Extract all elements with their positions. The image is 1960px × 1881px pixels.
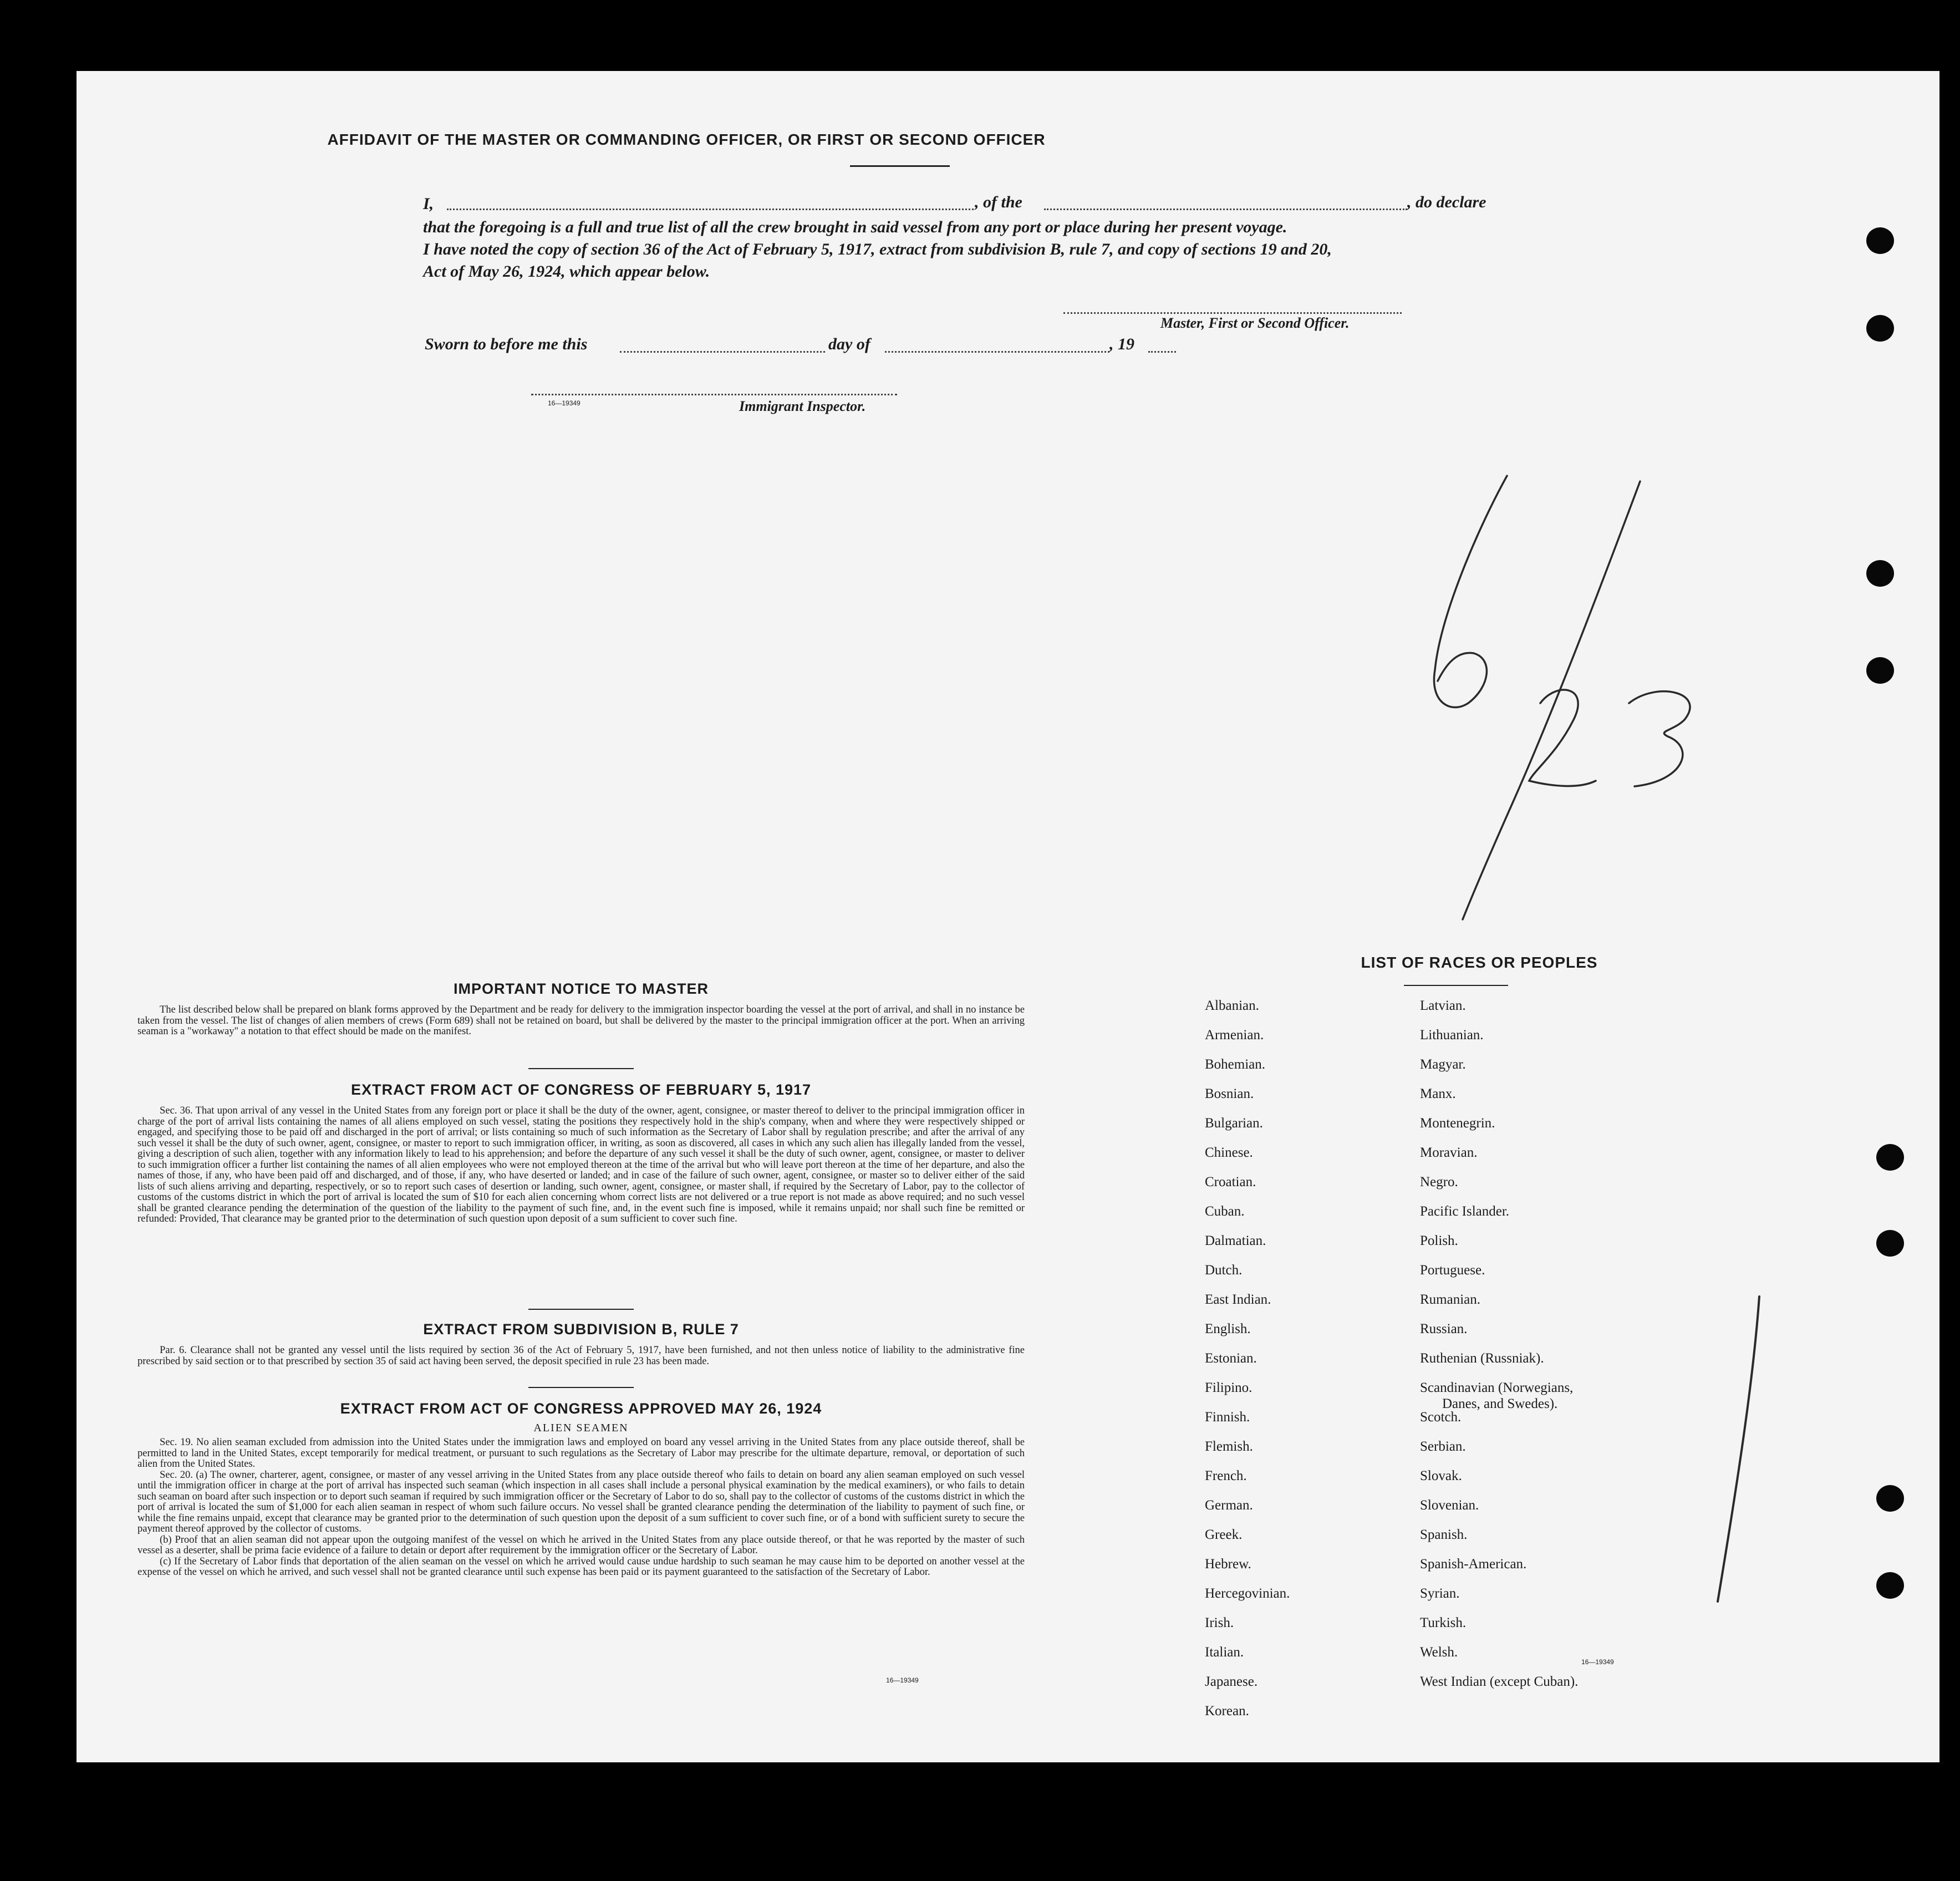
races-underline xyxy=(1404,985,1508,986)
inspector-caption: Immigrant Inspector. xyxy=(739,398,866,414)
race-entry: Turkish. xyxy=(1420,1615,1467,1630)
race-entry: Serbian. xyxy=(1420,1439,1466,1454)
race-entry: Armenian. xyxy=(1205,1028,1264,1043)
race-entry: Montenegrin. xyxy=(1420,1116,1495,1131)
race-entry: Slovak. xyxy=(1420,1468,1462,1483)
race-entry: Italian. xyxy=(1205,1645,1244,1660)
race-entry: Latvian. xyxy=(1420,998,1466,1013)
punch-hole xyxy=(1876,1230,1904,1257)
punch-hole xyxy=(1876,1485,1904,1512)
race-entry: Slovenian. xyxy=(1420,1498,1479,1513)
race-entry: Korean. xyxy=(1205,1704,1249,1719)
race-entry: West Indian (except Cuban). xyxy=(1420,1674,1579,1689)
declaration-i: I, xyxy=(423,195,434,213)
race-entry: Bosnian. xyxy=(1205,1086,1254,1101)
race-entry: Flemish. xyxy=(1205,1439,1253,1454)
declaration-do-declare: , do declare xyxy=(1407,193,1486,211)
race-entry: Scandinavian (Norwegians, xyxy=(1420,1380,1574,1395)
punch-hole xyxy=(1876,1572,1904,1599)
form-number-top: 16—19349 xyxy=(548,399,581,407)
race-entry: Pacific Islander. xyxy=(1420,1204,1510,1219)
vessel-blank[interactable] xyxy=(1044,209,1407,210)
form-number-races: 16—19349 xyxy=(1581,1658,1614,1666)
race-entry: Japanese. xyxy=(1205,1674,1258,1689)
rule7-divider xyxy=(528,1387,634,1388)
declaration-of-the: , of the xyxy=(975,193,1022,211)
race-entry: Albanian. xyxy=(1205,998,1259,1013)
race-entry: German. xyxy=(1205,1498,1253,1513)
race-entry: Filipino. xyxy=(1205,1380,1253,1395)
handwritten-slash xyxy=(1463,481,1640,919)
rule7-title: EXTRACT FROM SUBDIVISION B, RULE 7 xyxy=(423,1321,739,1338)
race-entry: Welsh. xyxy=(1420,1645,1458,1660)
race-entry: Scotch. xyxy=(1420,1410,1462,1425)
alien-seamen-subtitle: ALIEN SEAMEN xyxy=(533,1422,629,1434)
punch-hole xyxy=(1866,657,1894,684)
title-underline xyxy=(850,165,950,167)
declaration-line-2: that the foregoing is a full and true list of all the crew brought in said vessel from any port or place during her present voyage. xyxy=(423,218,1287,236)
declaration-line-3: I have noted the copy of section 36 of the Act of February 5, 1917, extract from subdivision B, rule 7, and copy of sections 19 and 20, xyxy=(423,240,1332,258)
form-number-notice: 16—19349 xyxy=(886,1676,919,1684)
race-entry: Hercegovinian. xyxy=(1205,1586,1290,1601)
race-entry: Croatian. xyxy=(1205,1175,1256,1189)
race-entry: Syrian. xyxy=(1420,1586,1460,1601)
extract-1924-paragraphs: Sec. 19. No alien seaman excluded from admission into the United States under the immigration laws and employed on board any vessel arriving in the United States from any place outside thereof, shall be permitted to land in the United States, except temporarily for medical treatment, or pursuant to such regulations as the Secretary of Labor may prescribe for the ultimate departure, removal, or deportation of such alien from the United States. Sec. 20. (a) The owner, charterer, agent, consignee, or master of any vessel arriving in the United States from any place outside thereof who fails to detain on board any alien seaman employed on such vessel until the immigration officer in charge at the port of arrival has inspected such seaman (which inspection in all cases shall include a personal physical examination by the medical examiners), or who fails to detain such seaman on board after such inspection or to deport such seaman if required by such immigration officer or the Secretary of Labor to do so, shall pay to the collector of customs of the customs district in which the port of arrival is located the sum of $1,000 for each alien seaman in respect of whom such failure occurs. No vessel shall be granted clearance pending the determination of the liability to payment of such fine, or while the fine remains unpaid, except that clearance may be granted prior to the determination of such question upon the deposit of a sum sufficient to cover such fine, or of a bond with sufficient surety to secure the payment thereof approved by the collector of customs. (b) Proof that an alien seaman did not appear upon the outgoing manifest of the vessel on which he arrived in the United States from any place outside thereof, or that he was reported by the master of such vessel as a deserter, shall be prima facie evidence of a failure to detain or deport after requirement by the immigration officer or the Secretary of Labor. (c) If the Secretary of Labor finds that deportation of the alien seaman on the vessel on which he arrived would cause undue hardship to such seaman he may cause him to be deported on another vessel at the expense of the vessel on which he arrived, and such vessel shall not be granted clearance until such expense has been paid or its payment guaranteed to the satisfaction of the Secretary of Labor. xyxy=(138,1437,1025,1578)
extract-1917-paragraph: Sec. 36. That upon arrival of any vessel in the United States from any foreign port or place it shall be the duty of the owner, agent, consignee, or master thereof to deliver to the principal immigration officer in charge of the port of arrival lists containing the names of all aliens employed on such vessel, stating the positions they respectively hold in the ship's company, when and where they were respectively shipped or engaged, and specifying those to be paid off and discharged in the port of arrival; or lists containing so much of such information as the Secretary of Labor shall by regulation prescribe; and after the arrival of any such vessel it shall be the duty of such owner, agent, consignee, or master to report to such immigration officer, in writing, as soon as discovered, all cases in which any such alien has illegally landed from the vessel, giving a description of such alien, together with any information likely to lead to his apprehension; and before the departure of any such vessel it shall be the duty of such owner, agent, consignee, or master to deliver to such immigration officer a further list containing the names of all alien employees who were not employed thereon at the time of the arrival but who will leave port thereon at the time of her departure, and also the names of those, if any, who have been paid off and discharged, and of those, if any, who have deserted or landed; and in case of the failure of such owner, agent, consignee, or master so to deliver either of the said lists of such aliens arriving and departing, respectively, or so to report such cases of desertion or landing, such owner, agent, consignee, or master shall, if required by the Secretary of Labor, pay to the collector of customs of the customs district in which the port of arrival is located the sum of $10 for each alien concerning whom correct lists are not delivered or a true report is not made as above required; and no such vessel shall be granted clearance pending the determination of the question of the liability to the payment of such fine, and, in the event such fine is imposed, while it remains unpaid; nor shall such fine be remitted or refunded: Provided, That clearance may be granted prior to the determination of such question upon deposit of a sum sufficient to cover such fine. xyxy=(138,1105,1025,1224)
race-entry: Finnish. xyxy=(1205,1410,1250,1425)
officer-signature-line[interactable] xyxy=(1063,312,1402,314)
sworn-year: , 19 xyxy=(1109,335,1134,353)
handwritten-six xyxy=(1434,476,1507,708)
inspector-signature-line[interactable] xyxy=(531,394,897,395)
handwritten-annotation xyxy=(1396,470,1784,969)
race-entry: English. xyxy=(1205,1321,1251,1336)
race-entry: Spanish-American. xyxy=(1420,1557,1527,1572)
race-entry: Dalmatian. xyxy=(1205,1233,1266,1248)
declaration-line-1 xyxy=(423,193,1493,215)
race-entry: Polish. xyxy=(1420,1233,1458,1248)
notice-title: IMPORTANT NOTICE TO MASTER xyxy=(454,980,709,997)
extract-1917-title: EXTRACT FROM ACT OF CONGRESS OF FEBRUARY 5, 1917 xyxy=(350,1081,812,1098)
race-entry: Rumanian. xyxy=(1420,1292,1481,1307)
handwritten-three xyxy=(1629,692,1690,786)
race-entry: Ruthenian (Russniak). xyxy=(1420,1351,1544,1366)
sworn-month-blank[interactable] xyxy=(885,351,1109,353)
race-entry: Cuban. xyxy=(1205,1204,1245,1219)
race-entry: Bulgarian. xyxy=(1205,1116,1263,1131)
races-title: LIST OF RACES OR PEOPLES xyxy=(1361,954,1598,971)
document-page xyxy=(77,71,1939,1762)
officer-caption: Master, First or Second Officer. xyxy=(1160,315,1350,331)
race-entry: Spanish. xyxy=(1420,1527,1468,1542)
race-entry: Manx. xyxy=(1420,1086,1456,1101)
race-entry: Greek. xyxy=(1205,1527,1243,1542)
race-entry: Magyar. xyxy=(1420,1057,1466,1072)
notice-divider xyxy=(528,1068,634,1069)
handwritten-two xyxy=(1529,690,1596,786)
extract-1924-title: EXTRACT FROM ACT OF CONGRESS APPROVED MAY 26, 1924 xyxy=(340,1400,822,1417)
race-entry: Hebrew. xyxy=(1205,1557,1251,1572)
rule7-paragraph: Par. 6. Clearance shall not be granted any vessel until the lists required by section 36 of the Act of February 5, 1917, have been furnished, and not then unless notice of liability to the administrative fine prescribed by said section or to that prescribed by section 35 of said act having been served, the deposit specified in rule 23 has been made. xyxy=(138,1345,1025,1367)
punch-hole xyxy=(1866,560,1894,587)
race-entry: Negro. xyxy=(1420,1175,1458,1189)
sworn-year-blank[interactable] xyxy=(1148,351,1176,353)
race-entry: Chinese. xyxy=(1205,1145,1253,1160)
sworn-text: Sworn to before me this xyxy=(425,335,588,353)
race-entry: Estonian. xyxy=(1205,1351,1257,1366)
race-entry: East Indian. xyxy=(1205,1292,1271,1307)
affidavit-title: AFFIDAVIT OF THE MASTER OR COMMANDING OFFICER, OR FIRST OR SECOND OFFICER xyxy=(327,131,1046,148)
sworn-day-of: day of xyxy=(828,335,870,353)
race-entry: Irish. xyxy=(1205,1615,1234,1630)
punch-hole xyxy=(1866,315,1894,342)
race-entry: Moravian. xyxy=(1420,1145,1478,1160)
race-entry: Bohemian. xyxy=(1205,1057,1266,1072)
declaration-line-4: Act of May 26, 1924, which appear below. xyxy=(423,262,710,281)
extract-1917-divider xyxy=(528,1309,634,1310)
race-entry: French. xyxy=(1205,1468,1247,1483)
race-entry: Lithuanian. xyxy=(1420,1028,1484,1043)
race-entry: Portuguese. xyxy=(1420,1263,1485,1278)
handwritten-mark xyxy=(1707,1291,1773,1613)
race-entry: Danes, and Swedes). xyxy=(1442,1396,1558,1411)
notice-paragraph: The list described below shall be prepared on blank forms approved by the Department and be ready for delivery to the immigration inspector boarding the vessel at the port of arrival, and shall in no instance be taken from the vessel. The list of changes of alien members of crews (Form 689) shall not be retained on board, but shall be delivered by the master to the principal immigration officer at the port. When an arriving seaman is a "workaway" a notation to that effect should be made on the manifest. xyxy=(138,1004,1025,1037)
race-entry: Dutch. xyxy=(1205,1263,1243,1278)
name-blank[interactable] xyxy=(447,209,974,210)
punch-hole xyxy=(1866,227,1894,254)
sworn-day-blank[interactable] xyxy=(620,351,825,353)
punch-hole xyxy=(1876,1144,1904,1171)
race-entry: Russian. xyxy=(1420,1321,1468,1336)
